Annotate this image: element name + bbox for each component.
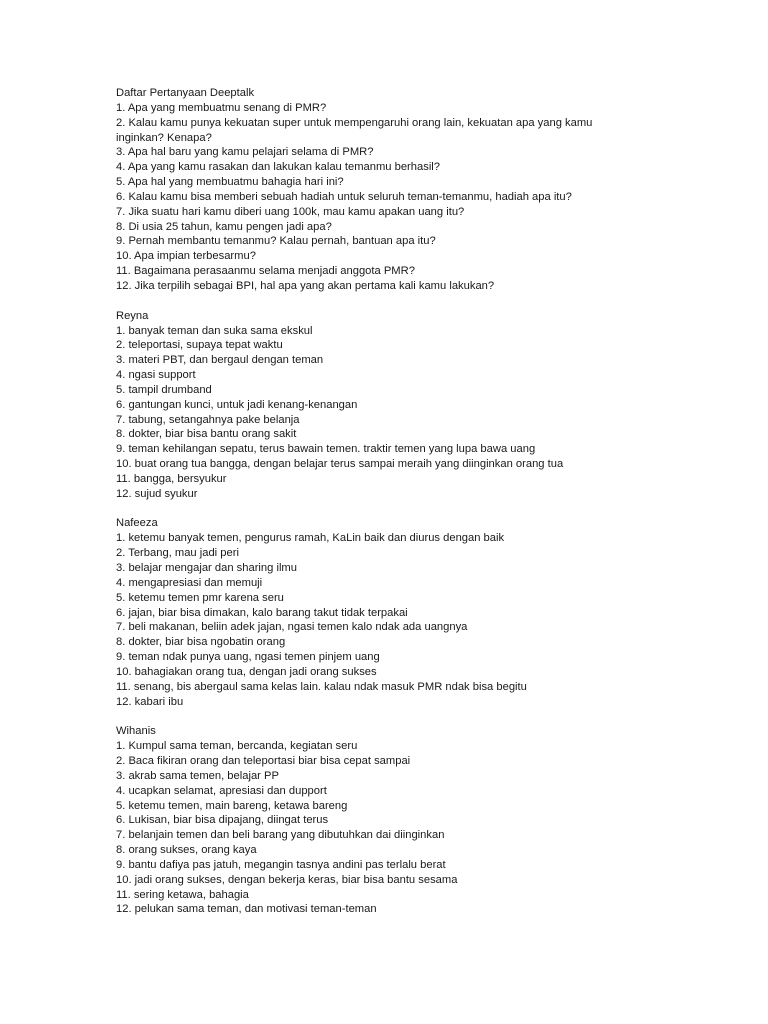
answer-section	[116, 724, 736, 917]
answer-item: 11. sering ketawa, bahagia	[116, 888, 249, 901]
document-content	[116, 86, 736, 917]
answer-sections	[116, 294, 736, 917]
answer-item: 4. ucapkan selamat, apresiasi dan dupport	[116, 784, 327, 797]
answer-item: 2. teleportasi, supaya tepat waktu	[116, 339, 283, 352]
answer-item: 6. Lukisan, biar bisa dipajang, diingat terus	[116, 814, 329, 827]
answer-item: 10. buat orang tua bangga, dengan belajar terus sampai meraih yang diinginkan orang tua	[116, 458, 564, 471]
answer-item: 2. Terbang, mau jadi peri	[116, 547, 239, 560]
section-name: Nafeeza	[116, 517, 158, 530]
answer-item: 6. jajan, biar bisa dimakan, kalo barang takut tidak terpakai	[116, 606, 408, 619]
answer-item: 12. pelukan sama teman, dan motivasi teman-teman	[116, 903, 377, 916]
question-item: 10. Apa impian terbesarmu?	[116, 250, 256, 263]
answer-item: 5. tampil drumband	[116, 383, 212, 396]
answer-item: 5. ketemu temen pmr karena seru	[116, 591, 284, 604]
answer-item: 2. Baca fikiran orang dan teleportasi biar bisa cepat sampai	[116, 754, 411, 767]
question-item: 5. Apa hal yang membuatmu bahagia hari ini?	[116, 176, 344, 189]
answer-item: 8. dokter, biar bisa bantu orang sakit	[116, 428, 297, 441]
answer-item: 12. kabari ibu	[116, 695, 184, 708]
question-item: 9. Pernah membantu temanmu? Kalau pernah, bantuan apa itu?	[116, 235, 436, 248]
question-list	[116, 101, 736, 294]
document-title: Daftar Pertanyaan Deeptalk	[116, 87, 255, 99]
answer-item: 7. beli makanan, beliin adek jajan, ngasi temen kalo ndak ada uangnya	[116, 621, 468, 634]
section-spacer	[116, 502, 736, 517]
answer-item: 6. gantungan kunci, untuk jadi kenang-kenangan	[116, 398, 358, 411]
question-item: 12. Jika terpilih sebagai BPI, hal apa yang akan pertama kali kamu lakukan?	[116, 279, 495, 292]
answer-item: 1. ketemu banyak temen, pengurus ramah, KaLin baik dan diurus dengan baik	[116, 532, 505, 545]
answer-item: 9. teman ndak punya uang, ngasi temen pinjem uang	[116, 651, 380, 664]
question-item: 6. Kalau kamu bisa memberi sebuah hadiah untuk seluruh teman-temanmu, hadiah apa itu?	[116, 190, 572, 203]
answer-item: 8. dokter, biar bisa ngobatin orang	[116, 636, 286, 649]
answer-item: 7. tabung, setangahnya pake belanja	[116, 413, 300, 426]
answer-section	[116, 309, 736, 502]
question-item: 8. Di usia 25 tahun, kamu pengen jadi apa?	[116, 220, 332, 233]
section-name: Wihanis	[116, 725, 156, 738]
answer-item: 3. belajar mengajar dan sharing ilmu	[116, 562, 297, 574]
question-item: 1. Apa yang membuatmu senang di PMR?	[116, 101, 327, 114]
answer-item: 11. senang, bis abergaul sama kelas lain. kalau ndak masuk PMR ndak bisa begitu	[116, 680, 527, 693]
answer-item: 9. teman kehilangan sepatu, terus bawain temen. traktir temen yang lupa bawa uang	[116, 443, 536, 456]
answer-item: 12. sujud syukur	[116, 487, 198, 500]
answer-item: 10. jadi orang sukses, dengan bekerja keras, biar bisa bantu sesama	[116, 873, 458, 886]
answer-item: 1. Kumpul sama teman, bercanda, kegiatan seru	[116, 740, 358, 753]
answer-item: 4. ngasi support	[116, 369, 196, 382]
answer-item: 7. belanjain temen dan beli barang yang dibutuhkan dai diinginkan	[116, 829, 445, 842]
question-item: 11. Bagaimana perasaanmu selama menjadi anggota PMR?	[116, 265, 415, 278]
section-spacer	[116, 294, 736, 309]
question-item: 2. Kalau kamu punya kekuatan super untuk mempengaruhi orang lain, kekuatan apa yang kamu inginkan? Kenapa?	[116, 116, 593, 144]
answer-item: 3. akrab sama temen, belajar PP	[116, 769, 279, 782]
answer-item: 9. bantu dafiya pas jatuh, megangin tasnya andini pas terlalu berat	[116, 858, 446, 871]
answer-item: 1. banyak teman dan suka sama ekskul	[116, 324, 313, 337]
section-spacer	[116, 709, 736, 724]
answer-item: 4. mengapresiasi dan memuji	[116, 576, 263, 589]
answer-section	[116, 516, 736, 709]
section-name: Reyna	[116, 309, 149, 322]
question-item: 3. Apa hal baru yang kamu pelajari selama di PMR?	[116, 146, 374, 159]
answer-item: 11. bangga, bersyukur	[116, 472, 227, 485]
answer-item: 10. bahagiakan orang tua, dengan jadi orang sukses	[116, 665, 377, 678]
question-item: 7. Jika suatu hari kamu diberi uang 100k, mau kamu apakan uang itu?	[116, 205, 465, 218]
answer-item: 8. orang sukses, orang kaya	[116, 844, 257, 857]
answer-item: 5. ketemu temen, main bareng, ketawa bareng	[116, 799, 348, 812]
question-item: 4. Apa yang kamu rasakan dan lakukan kalau temanmu berhasil?	[116, 161, 441, 174]
answer-item: 3. materi PBT, dan bergaul dengan teman	[116, 354, 324, 367]
